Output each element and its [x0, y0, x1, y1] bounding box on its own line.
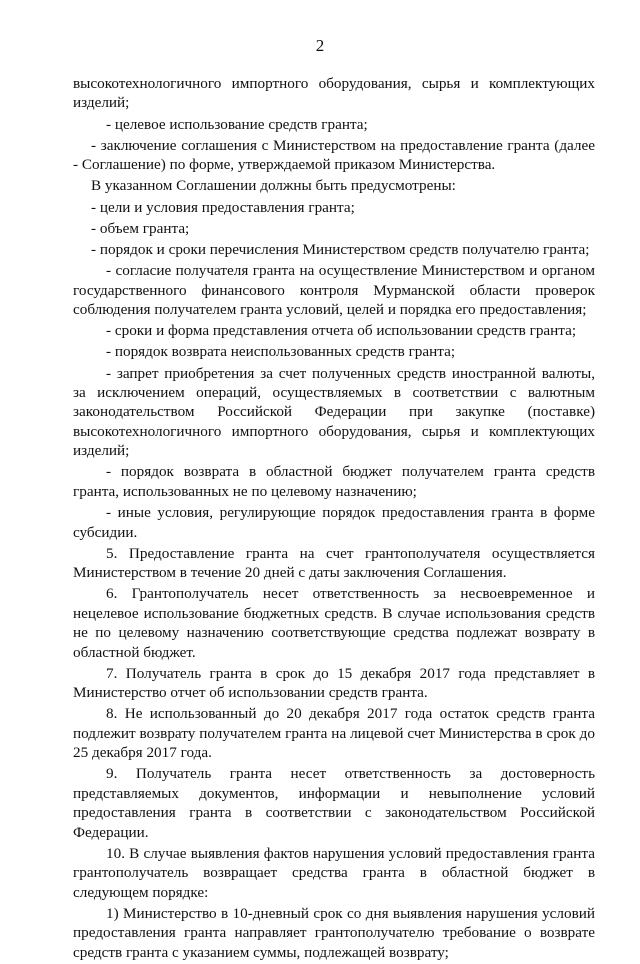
page-number: 2: [315, 36, 325, 55]
list-item-volume: - объем гранта;: [91, 219, 190, 237]
document-body: [73, 74, 595, 964]
list-item-goals: - цели и условия предоставления гранта;: [91, 198, 355, 216]
clause-6: 6. Грантополучатель несет ответственность за несвоевременное и нецелевое использование бюджетных средств. В случае использования средств не по целевому назначению соответствующие средства подлежат возврату в областной бюджет.: [73, 585, 595, 661]
clause-8: 8. Не использованный до 20 декабря 2017 года остаток средств гранта подлежит возврату получателем гранта на лицевой счет Министерства в срок до 25 декабря 2017 года.: [73, 705, 595, 762]
list-item-consent: - согласие получателя гранта на осуществление Министерством и органом государственного финансового контроля Мурманской области проверок соблюдения получателем гранта условий, целей и порядка его предоставления;: [73, 262, 595, 319]
list-item-report: - сроки и форма представления отчета об использовании средств гранта;: [106, 322, 577, 340]
list-item-currency-ban: - запрет приобретения за счет полученных средств иностранной валюты, за исключением операций, осуществляемых в соответствии с валютным законодательством Российской Федерации при закупке (поставке) высокотехнологичного импортного оборудования, сырья и комплектующих изделий;: [73, 364, 595, 460]
clause-9: 9. Получатель гранта несет ответственность за достоверность представляемых документов, информации и невыполнение условий предоставления гранта в соответствии с законодательством Российской Федерации.: [73, 765, 595, 841]
list-item-return-misused: - порядок возврата в областной бюджет получателем гранта средств гранта, использованных не по целевому назначению;: [73, 463, 595, 500]
list-item-return-unused: - порядок возврата неиспользованных средств гранта;: [106, 343, 456, 361]
clause-10: 10. В случае выявления фактов нарушения условий предоставления гранта грантополучатель возвращает средства гранта в областной бюджет в следующем порядке:: [73, 844, 595, 901]
list-item-transfer-terms: - порядок и сроки перечисления Министерством средств получателю гранта;: [91, 241, 590, 259]
clause-5: 5. Предоставление гранта на счет грантополучателя осуществляется Министерством в течение 20 дней с даты заключения Соглашения.: [73, 544, 595, 582]
list-item-target-use: - целевое использование средств гранта;: [106, 115, 368, 133]
clause-7: 7. Получатель гранта в срок до 15 декабря 2017 года представляет в Министерство отчет об использовании средств гранта.: [73, 664, 595, 702]
list-item-agreement: - заключение соглашения с Министерством на предоставление гранта (далее - Соглашение) по форме, утверждаемой приказом Министерства.: [73, 136, 595, 174]
list-item-other-conditions: - иные условия, регулирующие порядок предоставления гранта в форме субсидии.: [73, 504, 595, 541]
paragraph-agreement-intro: В указанном Соглашении должны быть предусмотрены:: [91, 177, 456, 195]
paragraph-continuation: высокотехнологичного импортного оборудования, сырья и комплектующих изделий;: [73, 75, 595, 112]
clause-10-subitem-1: 1) Министерство в 10-дневный срок со дня выявления нарушения условий предоставления гранта направляет грантополучателю требование о возврате средств гранта с указанием суммы, подлежащей возврату;: [73, 904, 595, 961]
